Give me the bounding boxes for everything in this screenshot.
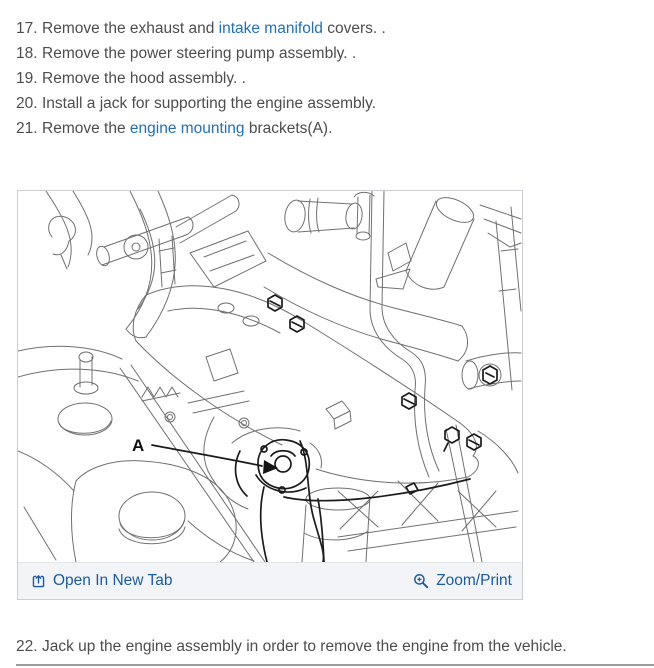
instruction-list (16, 16, 386, 141)
step-20 (16, 91, 386, 116)
step-number: 20. (16, 95, 38, 112)
step-text: Jack up the engine assembly in order to remove the engine from the vehicle. (42, 638, 567, 655)
step-19 (16, 66, 386, 91)
step-17 (16, 16, 386, 41)
step-text: Remove the power steering pump assembly. . (42, 45, 357, 62)
step-number: 22. (16, 638, 38, 655)
step-18 (16, 41, 386, 66)
step-21 (16, 116, 386, 141)
zoom-print-button[interactable] (413, 572, 512, 590)
step-number: 18. (16, 45, 38, 62)
intake-manifold-link[interactable]: intake manifold (218, 20, 323, 37)
figure-label-a: A (132, 436, 145, 455)
magnifier-plus-icon (413, 573, 429, 589)
step-number: 17. (16, 20, 38, 37)
bottom-divider (16, 664, 654, 666)
engine-mounting-link[interactable]: engine mounting (129, 120, 245, 137)
open-in-new-tab-icon (31, 574, 46, 589)
open-in-new-tab-label: Open In New Tab (53, 572, 173, 589)
zoom-print-label: Zoom/Print (436, 572, 512, 589)
step-22 (16, 634, 567, 659)
engine-diagram (18, 191, 522, 562)
figure-panel (17, 190, 523, 600)
step-number: 21. (16, 120, 38, 137)
figure-toolbar (18, 562, 522, 599)
step-number: 19. (16, 70, 38, 87)
step-text: Remove the hood assembly. . (42, 70, 246, 87)
step-text: Remove the exhaust and intake manifold covers. . (42, 20, 386, 37)
step-text: Remove the engine mounting brackets(A). (42, 120, 333, 137)
open-in-new-tab-button[interactable] (31, 572, 172, 590)
step-text: Install a jack for supporting the engine assembly. (42, 95, 377, 112)
